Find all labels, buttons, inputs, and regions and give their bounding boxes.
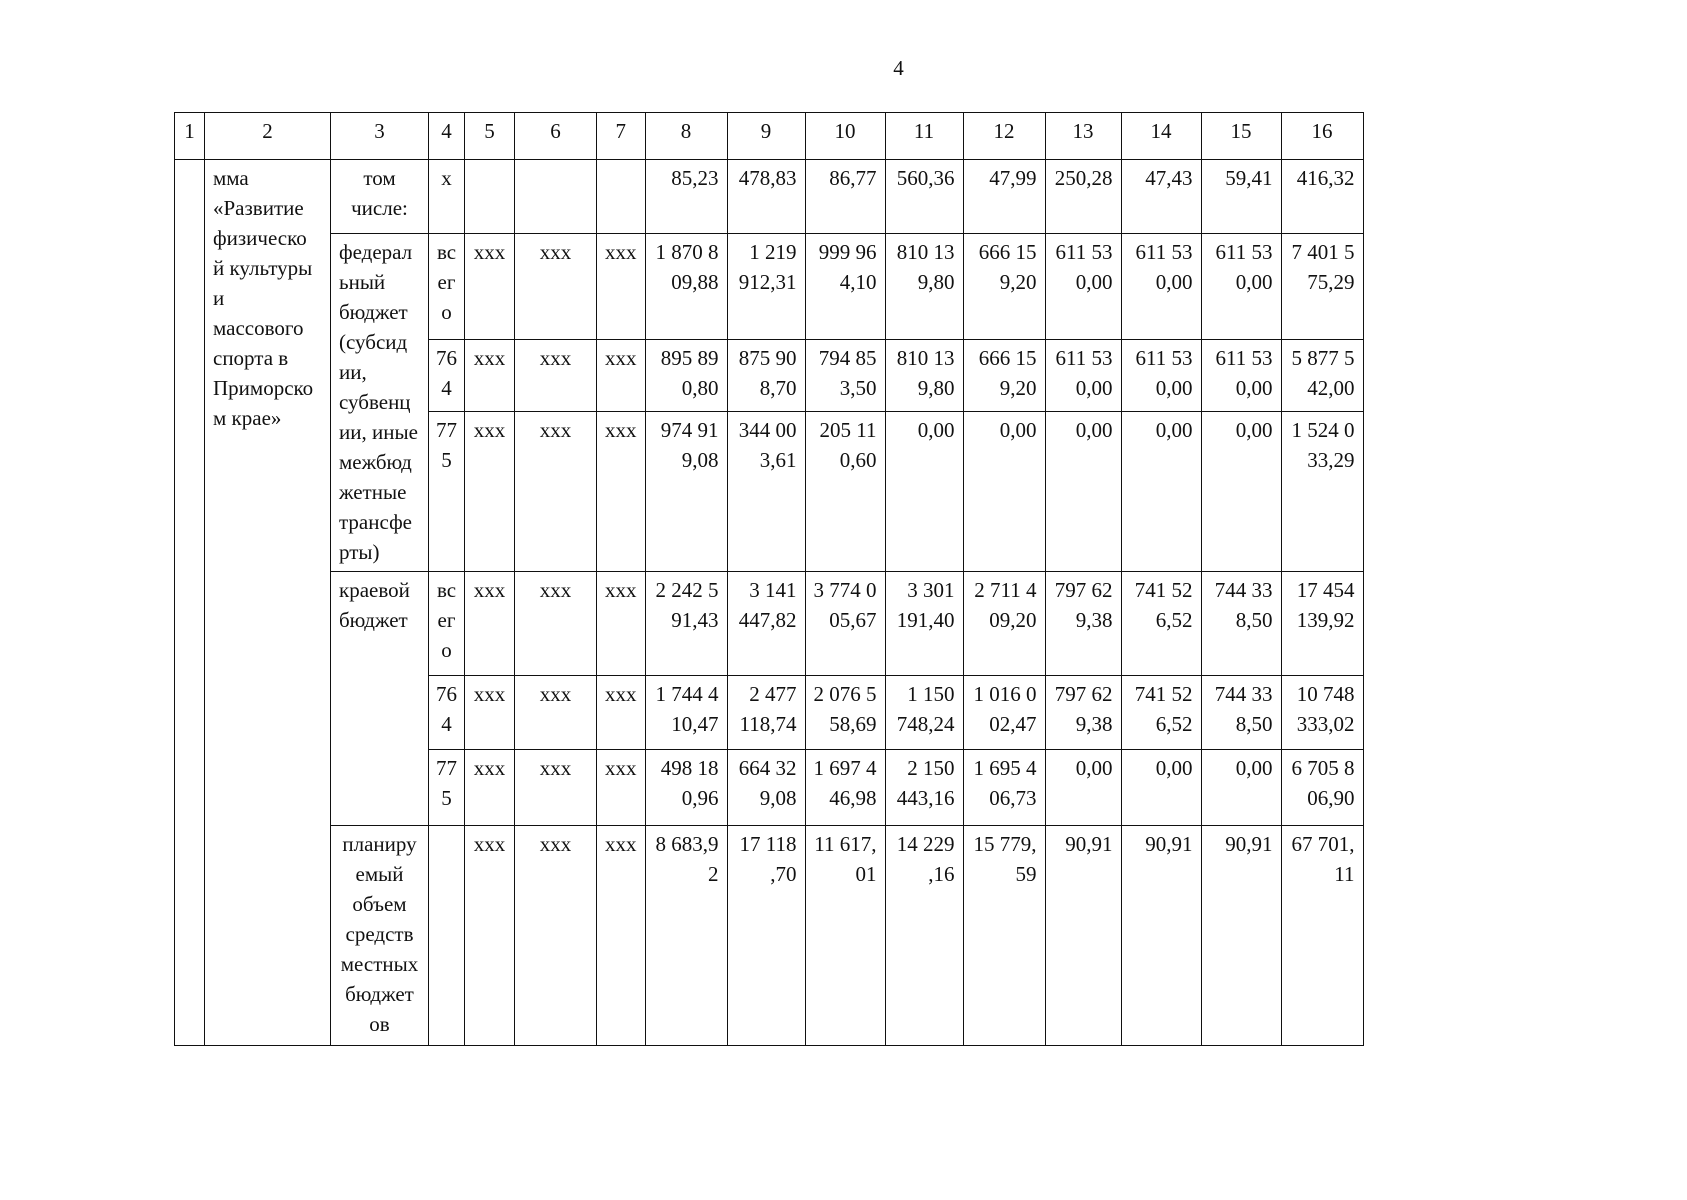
column-header: 12 — [963, 113, 1045, 160]
value-cell: 17 118 ,70 — [727, 826, 805, 1046]
funding-source: краевой бюджет — [331, 572, 429, 826]
value-cell: 86,77 — [805, 160, 885, 234]
column-header: 1 — [175, 113, 205, 160]
value-cell: 7 401 5 75,29 — [1281, 234, 1363, 340]
cell: ххх — [597, 412, 646, 572]
cell: ххх — [597, 234, 646, 340]
budget-code: 76 4 — [429, 676, 465, 750]
value-cell: 797 62 9,38 — [1045, 572, 1121, 676]
value-cell: 664 32 9,08 — [727, 750, 805, 826]
value-cell: 810 13 9,80 — [885, 234, 963, 340]
budget-code: 77 5 — [429, 750, 465, 826]
column-header: 11 — [885, 113, 963, 160]
cell: ххх — [465, 676, 515, 750]
value-cell: 744 33 8,50 — [1201, 572, 1281, 676]
funding-source: планиру емый объем средств местных бюджет ов — [331, 826, 429, 1046]
empty-index-cell — [175, 160, 205, 1046]
value-cell: 2 242 5 91,43 — [645, 572, 727, 676]
value-cell: 90,91 — [1045, 826, 1121, 1046]
program-name: мма «Развитие физическо й культуры и массового спорта в Приморско м крае» — [205, 160, 331, 1046]
value-cell: 2 477 118,74 — [727, 676, 805, 750]
value-cell: 1 150 748,24 — [885, 676, 963, 750]
value-cell: 0,00 — [1045, 750, 1121, 826]
column-header: 10 — [805, 113, 885, 160]
column-header: 7 — [597, 113, 646, 160]
value-cell: 0,00 — [1045, 412, 1121, 572]
column-header: 15 — [1201, 113, 1281, 160]
value-cell: 744 33 8,50 — [1201, 676, 1281, 750]
value-cell: 0,00 — [1201, 412, 1281, 572]
value-cell: 895 89 0,80 — [645, 340, 727, 412]
value-cell: 611 53 0,00 — [1201, 340, 1281, 412]
table-row — [175, 234, 1364, 340]
value-cell: 1 744 4 10,47 — [645, 676, 727, 750]
table-row — [175, 160, 1364, 234]
cell: ххх — [465, 826, 515, 1046]
value-cell: 90,91 — [1201, 826, 1281, 1046]
cell — [597, 160, 646, 234]
cell — [465, 160, 515, 234]
cell: ххх — [515, 412, 597, 572]
value-cell: 666 15 9,20 — [963, 340, 1045, 412]
cell: ххх — [515, 676, 597, 750]
value-cell: 67 701, 11 — [1281, 826, 1363, 1046]
column-header: 4 — [429, 113, 465, 160]
budget-code: 77 5 — [429, 412, 465, 572]
column-header: 14 — [1121, 113, 1201, 160]
cell: ххх — [597, 340, 646, 412]
cell: ххх — [465, 750, 515, 826]
value-cell: 1 697 4 46,98 — [805, 750, 885, 826]
value-cell: 0,00 — [1121, 750, 1201, 826]
value-cell: 15 779, 59 — [963, 826, 1045, 1046]
column-header: 13 — [1045, 113, 1121, 160]
value-cell: 85,23 — [645, 160, 727, 234]
budget-code: вс ег о — [429, 572, 465, 676]
value-cell: 0,00 — [885, 412, 963, 572]
cell: ххх — [465, 412, 515, 572]
value-cell: 810 13 9,80 — [885, 340, 963, 412]
value-cell: 3 774 0 05,67 — [805, 572, 885, 676]
value-cell: 1 870 8 09,88 — [645, 234, 727, 340]
cell: ххх — [597, 676, 646, 750]
cell: ххх — [515, 340, 597, 412]
cell — [515, 160, 597, 234]
value-cell: 794 85 3,50 — [805, 340, 885, 412]
cell: ххх — [465, 572, 515, 676]
value-cell: 17 454 139,92 — [1281, 572, 1363, 676]
column-numbers-row — [175, 113, 1364, 160]
page-number: 4 — [893, 56, 904, 80]
cell: ххх — [597, 826, 646, 1046]
column-header: 16 — [1281, 113, 1363, 160]
funding-source: том числе: — [331, 160, 429, 234]
budget-table — [174, 112, 1364, 1046]
cell: ххх — [515, 234, 597, 340]
value-cell: 8 683,9 2 — [645, 826, 727, 1046]
value-cell: 498 18 0,96 — [645, 750, 727, 826]
value-cell: 11 617, 01 — [805, 826, 885, 1046]
value-cell: 1 524 0 33,29 — [1281, 412, 1363, 572]
budget-code — [429, 826, 465, 1046]
value-cell: 611 53 0,00 — [1045, 234, 1121, 340]
value-cell: 59,41 — [1201, 160, 1281, 234]
value-cell: 611 53 0,00 — [1045, 340, 1121, 412]
value-cell: 974 91 9,08 — [645, 412, 727, 572]
value-cell: 2 150 443,16 — [885, 750, 963, 826]
budget-code: х — [429, 160, 465, 234]
budget-code: 76 4 — [429, 340, 465, 412]
budget-code: вс ег о — [429, 234, 465, 340]
column-header: 5 — [465, 113, 515, 160]
value-cell: 0,00 — [963, 412, 1045, 572]
value-cell: 416,32 — [1281, 160, 1363, 234]
cell: ххх — [515, 750, 597, 826]
cell: ххх — [597, 750, 646, 826]
value-cell: 611 53 0,00 — [1201, 234, 1281, 340]
value-cell: 47,99 — [963, 160, 1045, 234]
column-header: 8 — [645, 113, 727, 160]
value-cell: 875 90 8,70 — [727, 340, 805, 412]
column-header: 6 — [515, 113, 597, 160]
value-cell: 344 00 3,61 — [727, 412, 805, 572]
value-cell: 250,28 — [1045, 160, 1121, 234]
value-cell: 611 53 0,00 — [1121, 234, 1201, 340]
value-cell: 205 11 0,60 — [805, 412, 885, 572]
value-cell: 0,00 — [1201, 750, 1281, 826]
cell: ххх — [515, 826, 597, 1046]
value-cell: 741 52 6,52 — [1121, 676, 1201, 750]
value-cell: 5 877 5 42,00 — [1281, 340, 1363, 412]
column-header: 9 — [727, 113, 805, 160]
table-row — [175, 826, 1364, 1046]
value-cell: 1 219 912,31 — [727, 234, 805, 340]
value-cell: 741 52 6,52 — [1121, 572, 1201, 676]
column-header: 2 — [205, 113, 331, 160]
value-cell: 0,00 — [1121, 412, 1201, 572]
value-cell: 90,91 — [1121, 826, 1201, 1046]
value-cell: 14 229 ,16 — [885, 826, 963, 1046]
table-row — [175, 572, 1364, 676]
cell: ххх — [465, 234, 515, 340]
column-header: 3 — [331, 113, 429, 160]
value-cell: 47,43 — [1121, 160, 1201, 234]
value-cell: 560,36 — [885, 160, 963, 234]
value-cell: 3 301 191,40 — [885, 572, 963, 676]
cell: ххх — [465, 340, 515, 412]
value-cell: 1 695 4 06,73 — [963, 750, 1045, 826]
value-cell: 1 016 0 02,47 — [963, 676, 1045, 750]
value-cell: 3 141 447,82 — [727, 572, 805, 676]
value-cell: 478,83 — [727, 160, 805, 234]
cell: ххх — [515, 572, 597, 676]
value-cell: 999 96 4,10 — [805, 234, 885, 340]
value-cell: 611 53 0,00 — [1121, 340, 1201, 412]
value-cell: 6 705 8 06,90 — [1281, 750, 1363, 826]
value-cell: 2 076 5 58,69 — [805, 676, 885, 750]
value-cell: 797 62 9,38 — [1045, 676, 1121, 750]
value-cell: 2 711 4 09,20 — [963, 572, 1045, 676]
value-cell: 10 748 333,02 — [1281, 676, 1363, 750]
value-cell: 666 15 9,20 — [963, 234, 1045, 340]
funding-source: федерал ьный бюджет (субсид ии, субвенц ии, иные межбюд жетные трансфе рты) — [331, 234, 429, 572]
cell: ххх — [597, 572, 646, 676]
